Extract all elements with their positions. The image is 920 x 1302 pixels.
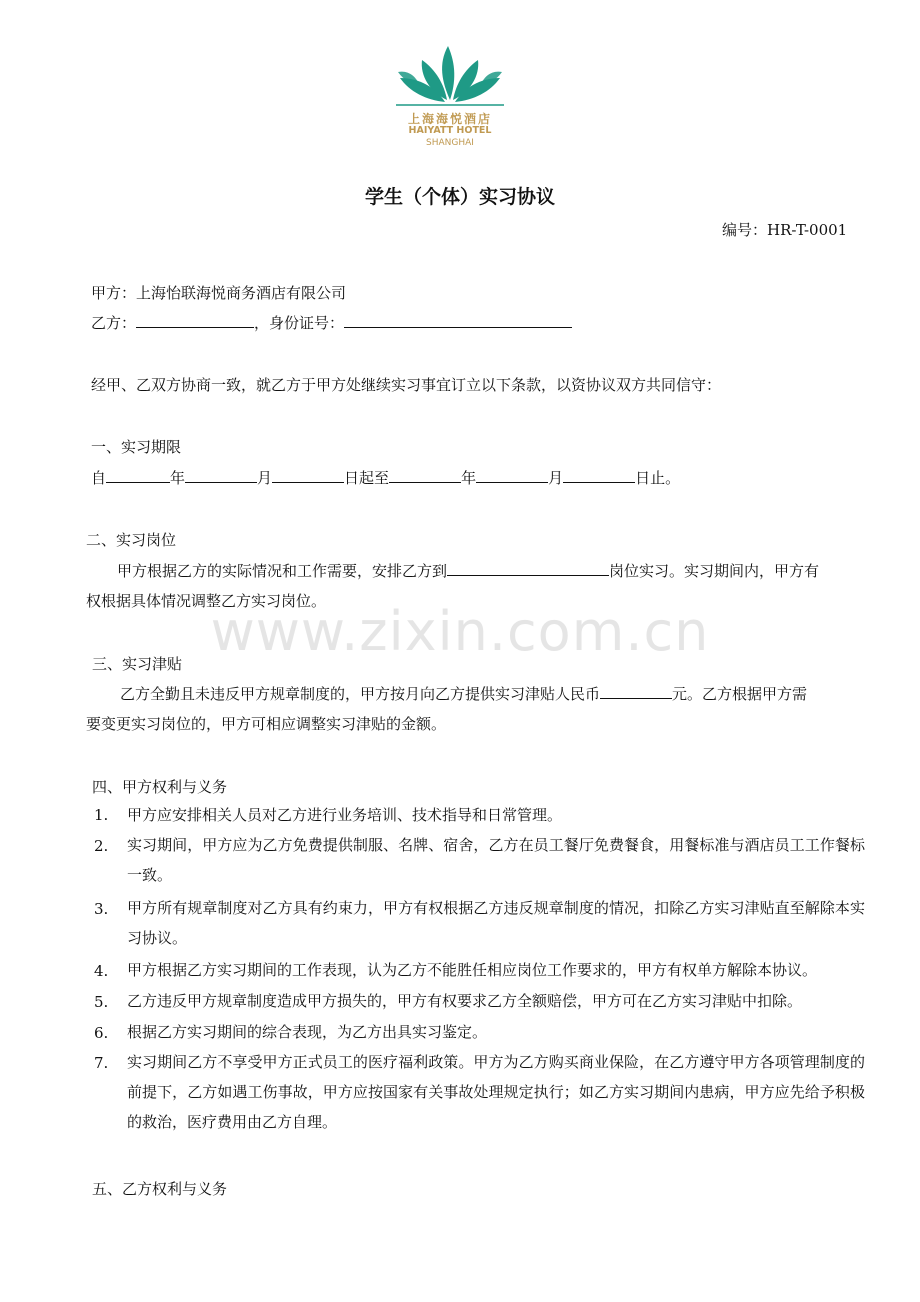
day-to-label: 日起至 xyxy=(344,469,390,487)
allowance-amount-field[interactable] xyxy=(600,683,672,699)
end-month-field[interactable] xyxy=(476,467,548,483)
document-title: 学生（个体）实习协议 xyxy=(364,186,555,208)
period-from-label: 自 xyxy=(91,469,107,487)
palm-leaf-logo-icon xyxy=(390,42,510,110)
start-year-field[interactable] xyxy=(106,467,170,483)
section-4-heading: 四、甲方权利与义务 xyxy=(92,778,228,796)
list-item-number: 5. xyxy=(94,993,109,1011)
list-item: 根据乙方实习期间的综合表现，为乙方出具实习鉴定。 xyxy=(127,1023,488,1041)
list-item: 实习期间乙方不享受甲方正式员工的医疗福利政策。甲方为乙方购买商业保险，在乙方遵守甲方各项管理制度的前提下，乙方如遇工伤事故，甲方应按国家有关事故处理规定执行；如乙方实习期间内患病，甲方应先给予积极的救治，医疗费用由乙方自理。 xyxy=(127,1053,865,1131)
section-3-text: 元。乙方根据甲方需 xyxy=(672,685,808,703)
list-item-number: 2. xyxy=(94,837,109,855)
id-number-field[interactable] xyxy=(344,312,572,328)
party-a: 甲方：上海怡联海悦商务酒店有限公司 xyxy=(91,284,347,302)
position-field[interactable] xyxy=(447,560,609,576)
list-item-number: 3. xyxy=(94,900,109,918)
party-b-name-field[interactable] xyxy=(136,312,254,328)
start-month-field[interactable] xyxy=(185,467,257,483)
document-number: 编号：HR-T-0001 xyxy=(722,221,848,239)
section-2-heading: 二、实习岗位 xyxy=(86,531,177,549)
section-2-text: 甲方根据乙方的实际情况和工作需要，安排乙方到 xyxy=(117,562,448,580)
list-item: 实习期间，甲方应为乙方免费提供制服、名牌、宿舍，乙方在员工餐厅免费餐食，用餐标准与酒店员工工作餐标一致。 xyxy=(127,836,865,884)
section-3-line-2: 要变更实习岗位的，甲方可相应调整实习津贴的金额。 xyxy=(86,715,447,733)
id-label: ，身份证号： xyxy=(254,314,345,332)
party-b-line xyxy=(91,312,572,333)
internship-period-line xyxy=(91,467,680,488)
section-2-line-1 xyxy=(117,560,819,581)
logo-city: SHANGHAI xyxy=(426,138,474,148)
day-end-label: 日止。 xyxy=(635,469,681,487)
end-day-field[interactable] xyxy=(563,467,635,483)
month-label: 月 xyxy=(257,469,273,487)
list-item: 甲方应安排相关人员对乙方进行业务培训、技术指导和日常管理。 xyxy=(127,806,563,824)
end-year-field[interactable] xyxy=(389,467,461,483)
list-item: 乙方违反甲方规章制度造成甲方损失的，甲方有权要求乙方全额赔偿，甲方可在乙方实习津贴中扣除。 xyxy=(127,992,803,1010)
list-item: 甲方所有规章制度对乙方具有约束力，甲方有权根据乙方违反规章制度的情况，扣除乙方实习津贴直至解除本实习协议。 xyxy=(127,899,865,947)
list-item-number: 7. xyxy=(94,1054,109,1072)
hotel-logo xyxy=(390,42,510,152)
year-label: 年 xyxy=(461,469,477,487)
year-label: 年 xyxy=(170,469,186,487)
logo-name-en: HAIYATT HOTEL xyxy=(408,125,492,136)
party-b-label: 乙方： xyxy=(91,314,137,332)
list-item-number: 4. xyxy=(94,962,109,980)
watermark: www.zixin.com.cn xyxy=(210,600,710,663)
section-2-line-2: 权根据具体情况调整乙方实习岗位。 xyxy=(86,592,327,610)
section-3-heading: 三、实习津贴 xyxy=(92,655,183,673)
section-3-text: 乙方全勤且未违反甲方规章制度的，甲方按月向乙方提供实习津贴人民币 xyxy=(120,685,601,703)
section-1-heading: 一、实习期限 xyxy=(91,438,182,456)
intro-paragraph: 经甲、乙双方协商一致，就乙方于甲方处继续实习事宜订立以下条款，以资协议双方共同信守： xyxy=(91,376,722,394)
list-item-number: 1. xyxy=(94,806,109,824)
section-5-heading: 五、乙方权利与义务 xyxy=(92,1180,228,1198)
list-item: 甲方根据乙方实习期间的工作表现，认为乙方不能胜任相应岗位工作要求的，甲方有权单方解除本协议。 xyxy=(127,961,818,979)
section-2-text: 岗位实习。实习期间内，甲方有 xyxy=(609,562,820,580)
start-day-field[interactable] xyxy=(272,467,344,483)
logo-name-cn: 上海海悦酒店 xyxy=(407,112,492,126)
list-item-number: 6. xyxy=(94,1024,109,1042)
month-label: 月 xyxy=(548,469,564,487)
section-3-line-1 xyxy=(120,683,807,704)
